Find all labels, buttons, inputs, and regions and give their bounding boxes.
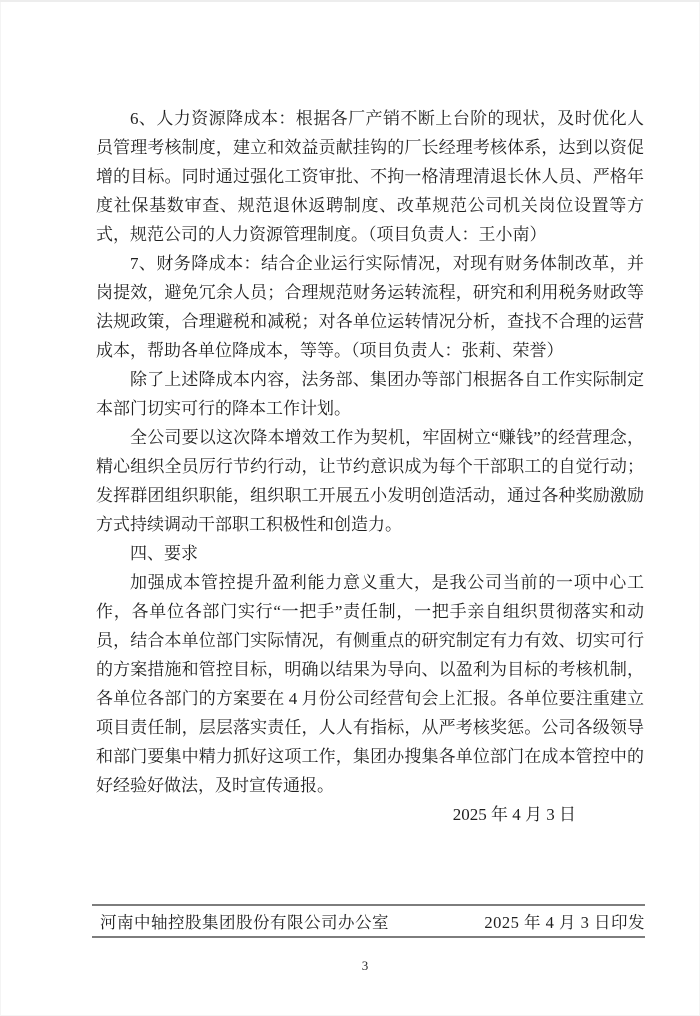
paragraph-6-hr-cost-reduction: 6、人力资源降成本：根据各厂产销不断上台阶的现状，及时优化人员管理考核制度，建立和效益贡献挂钩的厂长经理考核体系，达到以资促增的目标。同时通过强化工资审批、不拘一格清理清退长休人员、严格年度社保基数审查、规范退休返聘制度、改革规范公司机关岗位设置等方式，规范公司的人力资源管理制度。（项目负责人：王小南）	[96, 109, 644, 244]
document-date: 2025 年 4 月 3 日	[452, 805, 576, 824]
paragraph-other-departments-plan: 除了上述降成本内容，法务部、集团办等部门根据各自工作实际制定本部门切实可行的降本工作计划。	[96, 370, 644, 418]
page-number: 3	[361, 958, 369, 973]
section-heading-requirements: 四、要求	[130, 544, 198, 563]
paragraph-company-wide-saving: 全公司要以这次降本增效工作为契机，牢固树立“赚钱”的经营理念，精心组织全员厉行节约行动，让节约意识成为每个干部职工的自觉行动；发挥群团组织职能，组织职工开展五小发明创造活动，通过各种奖励激励方式持续调动干部职工积极性和创造力。	[96, 428, 644, 534]
footer-print-date: 2025 年 4 月 3 日印发	[484, 913, 645, 932]
paragraph-requirements-detail: 加强成本管控提升盈利能力意义重大，是我公司当前的一项中心工作，各单位各部门实行“一把手”责任制，一把手亲自组织贯彻落实和动员，结合本单位部门实际情况，有侧重点的研究制定有力有效、切实可行的方案措施和管控目标，明确以结果为导向、以盈利为目标的考核机制，各单位各部门的方案要在 4 月份公司经营旬会上汇报。各单位要注重建立项目责任制，层层落实责任，人人有指标，从严考核奖惩。公司各级领导和部门要集中精力抓好这项工作，集团办搜集各单位部门在成本管控中的好经验好做法，及时宣传通报。	[96, 573, 644, 795]
document-body	[96, 104, 644, 829]
footer-issuing-office: 河南中轴控股集团股份有限公司办公室	[100, 913, 389, 932]
paragraph-7-finance-cost-reduction: 7、财务降成本：结合企业运行实际情况，对现有财务体制改革，并岗提效，避免冗余人员；合理规范财务运转流程，研究和利用税务财政等法规政策，合理避税和减税；对各单位运转情况分析，查找不合理的运营成本，帮助各单位降成本，等等。（项目负责人：张莉、荣誉）	[96, 254, 644, 360]
footer-imprint-bar	[92, 904, 645, 938]
